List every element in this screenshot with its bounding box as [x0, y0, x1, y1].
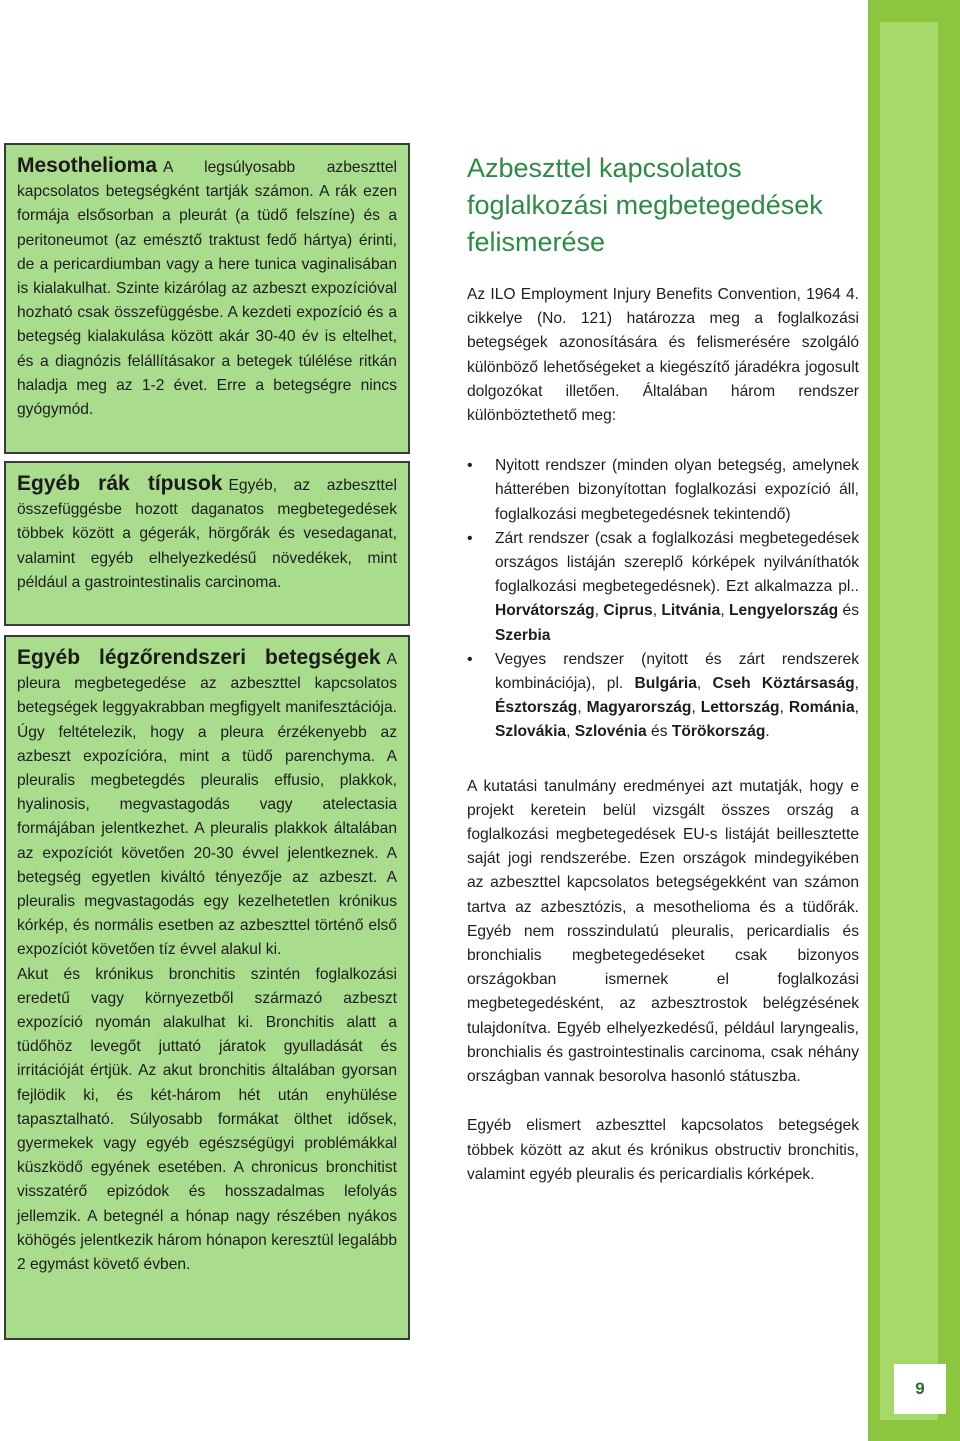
separator: ,	[779, 699, 789, 717]
mesothelioma-title: Mesothelioma	[17, 154, 158, 177]
bullet-2-text: Zárt rendszer (csak a foglalkozási megbetegedések országos listáján szereplő kórképek nyilváníthatók foglalkozási megbetegedésnek). Ezt alkalmazza pl..	[495, 529, 859, 596]
bullet-icon: •	[467, 529, 473, 547]
other-diseases-paragraph: Egyéb elismert azbeszttel kapcsolatos betegségek többek között az akut és krónikus obstructiv bronchitis, valamint egyéb pleuralis és pericardialis kórképek.	[467, 1117, 859, 1183]
country-name: Észtország	[495, 699, 578, 717]
separator: ,	[854, 699, 860, 717]
separator: és	[838, 602, 859, 620]
separator: ,	[691, 699, 701, 717]
country-name: Szlovákia	[495, 723, 567, 741]
country-name: Ciprus	[603, 602, 653, 620]
bullet-3-text: Vegyes rendszer (nyitott és zárt rendszerek kombinációja), pl.	[495, 650, 859, 693]
country-name: Szerbia	[495, 626, 551, 644]
right-column	[467, 150, 859, 1187]
country-name: Magyarország	[586, 699, 692, 717]
country-name: Cseh Köztársaság	[712, 675, 855, 693]
mesothelioma-box	[4, 143, 410, 454]
research-paragraph: A kutatási tanulmány eredményei azt mutatják, hogy e projekt keretein belül vizsgált összes ország a foglalkozási megbetegedések EU-s listáját beillesztette saját jogi rendszerébe. Ezen országok mindegyikében az azbeszttel kapcsolatos betegségekként van számon tartva az azbesztózis, a mesothelioma és a tüdőrák. Egyéb nem rosszindulatú pleuralis, pericardialis és bronchialis megbetegedéseket csak bizonyos országokban ismernek el foglalkozási megbetegedésként, az azbesztrostok belégzésének tulajdonítva. Egyéb elhelyezkedésű, például laryngealis, bronchialis és gastrointestinalis carcinoma, csak néhány országban vannak besorolva hasonló státuszba.	[467, 777, 859, 1086]
country-name: Bulgária	[634, 675, 697, 693]
page-number: 9	[894, 1364, 946, 1414]
mesothelioma-paragraph	[17, 154, 397, 422]
separator: ,	[566, 723, 575, 741]
country-name: Litvánia	[661, 602, 721, 620]
separator: .	[765, 723, 770, 741]
separator: ,	[652, 602, 662, 620]
respiratory-paragraph-1	[17, 646, 397, 963]
other-cancer-paragraph	[17, 472, 397, 595]
mesothelioma-text-2: A kezdeti expozíció és a betegség kialakulása között akár 30-40 év is eltelhet, és a diagnózis felállításakor a betegek túlélése ritkán haladja meg az 1-2 évet. Erre a betegségre nincs gyógymód.	[17, 304, 397, 419]
bullet-icon: •	[467, 650, 473, 668]
country-name: Lettország	[700, 699, 780, 717]
section-heading: Azbeszttel kapcsolatos foglalkozási megbetegedések felismerése	[467, 153, 823, 257]
country-name: Szlovénia	[574, 723, 647, 741]
separator: ,	[594, 602, 604, 620]
list-item-open-system	[467, 454, 859, 527]
respiratory-text-1: A pleura megbetegedése az azbeszttel kapcsolatos betegségek leggyakrabban megfigyelt manifesztációja. Úgy feltételezik, hogy a pleura érzékenyebb az azbeszt expozícióra, mint a tüdő parenchyma. A pleuralis megbetegdés pleuralis effusio, plakkok, hyalinosis, megvastagodás vagy atelectasia formájában jelentkezhet. A pleuralis plakkok általában az expozíciót követően 20-30 évvel jelentkeznek. A betegség egyetlen kiváltó tényezője az azbeszt. A pleuralis megvastagodás egy kezelhetetlen krónikus kórkép, és normális esetben az azbeszttel történő első expozíciót követően tíz évvel alakul ki.	[17, 651, 397, 959]
intro-paragraph: Az ILO Employment Injury Benefits Convention, 1964 4. cikkelye (No. 121) határozza meg a foglalkozási betegségek azonosítására és felismerésére szolgáló különböző lehetőségeket a kiegészítő járadékra jogosult dolgozókat illetően. Általában három rendszer különböztethető meg:	[467, 286, 859, 425]
side-bar-inner	[880, 22, 938, 1420]
list-item-mixed-system	[467, 648, 859, 745]
separator: ,	[577, 699, 587, 717]
separator: és	[646, 723, 672, 741]
respiratory-title: Egyéb légzőrendszeri betegségek	[17, 646, 381, 669]
bullet-1-text: Nyitott rendszer (minden olyan betegség, amelynek hátterében bizonyítottan foglalkozási expozíció áll, foglalkozási megbetegedésnek tekintendő)	[495, 457, 859, 523]
bullet-icon: •	[467, 457, 473, 475]
separator: ,	[696, 675, 713, 693]
country-name: Horvátország	[495, 602, 595, 620]
other-cancer-box	[4, 461, 410, 626]
systems-list	[467, 454, 859, 744]
country-name: Románia	[788, 699, 855, 717]
list-item-closed-system	[467, 527, 859, 648]
country-name: Törökország	[671, 723, 766, 741]
other-cancer-text: Egyéb, az azbeszttel összefüggésbe hozott daganatos megbetegedések többek között a gégerák, hörgőrák és vesedaganat, valamint egyéb elhelyezkedésű növedékek, mint például a gastrointestinalis carcinoma.	[17, 477, 397, 591]
mesothelioma-text-1: A legsúlyosabb azbeszttel kapcsolatos betegségként tartják számon. A rák ezen formája elsősorban a pleurát (a tüdő felszíne) és a peritoneumot (az emésztő traktust fedő hártya) érinti, de a pericardiumban vagy a here tunica vaginalisában is kialakulhat. Szinte kizárólag az azbeszt expozícióval hozható csak összefüggésbe.	[17, 159, 397, 322]
country-name: Lengyelország	[729, 602, 839, 620]
separator: ,	[854, 675, 859, 693]
respiratory-box	[4, 635, 410, 1340]
separator: ,	[720, 602, 729, 620]
other-cancer-title: Egyéb rák típusok	[17, 472, 223, 495]
respiratory-paragraph-2: Akut és krónikus bronchitis szintén foglalkozási eredetű vagy környezetből származó azbeszt expozíció nyomán alakulhat ki. Bronchitis alatt a tüdőhöz levegőt juttató járatok gyulladását és irritációját értjük. Az akut bronchitis általában gyorsan fejlödik ki, és két-három hét után enyhülése tapasztalható. Súlyosabb formákat ölthet idősek, gyermekek vagy egyéb egészségügyi problémákkal küszködő egyének esetében. A chronicus bronchitist visszatérő epizódok és hosszadalmas lefolyás jellemzik. A betegnél a hónap nagy részében nyákos köhögés jelentkezik három hónapon keresztül legalább 2 egymást követő évben.	[17, 965, 397, 1274]
